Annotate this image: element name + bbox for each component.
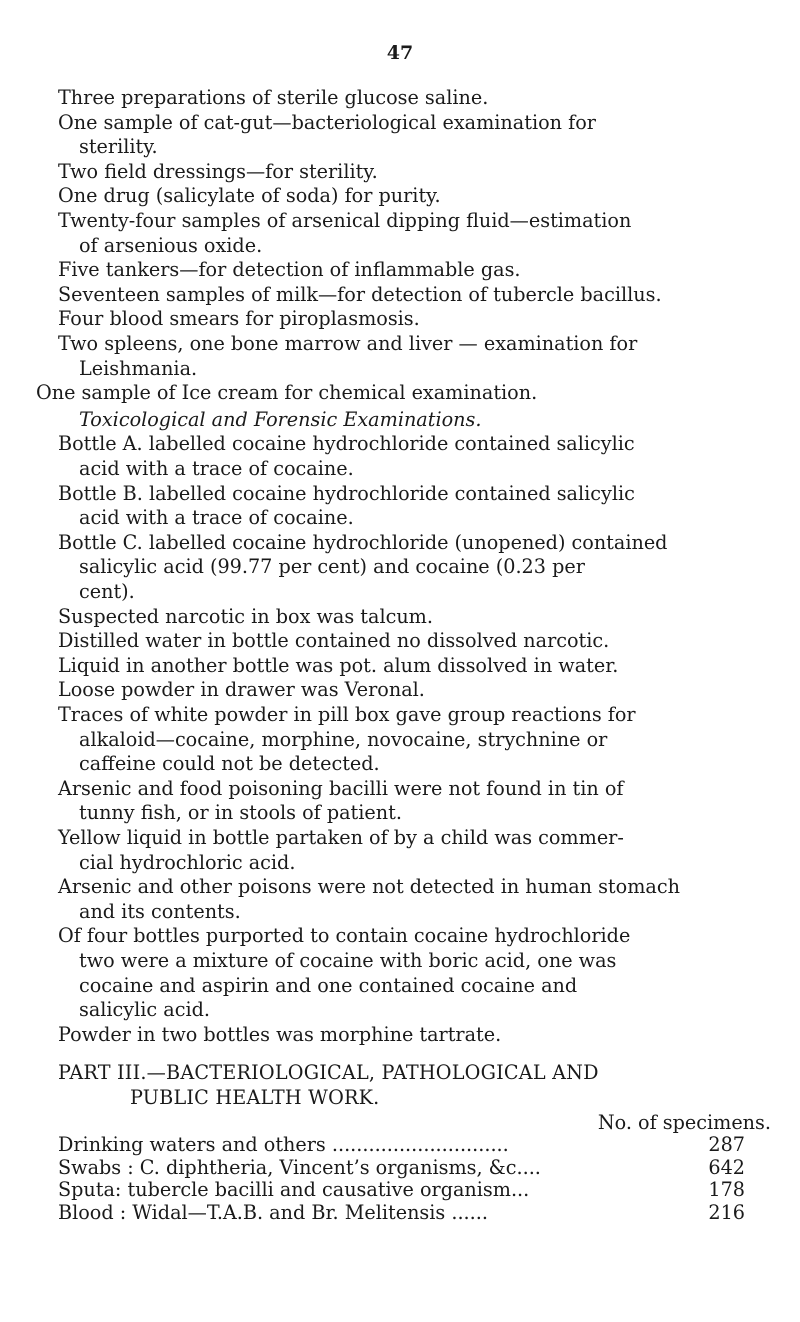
list-item-line: Bottle A. labelled cocaine hydrochloride contained salicylic [58,432,635,456]
list-item-line: One sample of Ice cream for chemical examination. [36,381,538,405]
part-heading: PUBLIC HEALTH WORK. [130,1086,380,1109]
part-heading: PART III.—BACTERIOLOGICAL, PATHOLOGICAL AND [58,1061,599,1085]
list-item-line: Bottle B. labelled cocaine hydrochloride contained salicylic [58,481,635,505]
list-item-line: cial hydrochloric acid. [79,850,296,874]
list-item-line: Twenty-four samples of arsenical dipping fluid—estimation [58,209,632,232]
list-item-line: Traces of white powder in pill box gave group reactions for [58,703,636,726]
table-row-value: 178 [708,1178,745,1202]
table-row-value: 287 [708,1133,745,1157]
list-item-line: acid with a trace of cocaine. [79,506,354,530]
list-item-line: Yellow liquid in bottle partaken of by a child was commer- [58,826,624,849]
list-item-line: tunny fish, or in stools of patient. [79,801,402,825]
list-item-line: One drug (salicylate of soda) for purity. [58,184,441,208]
section-heading: Toxicological and Forensic Examinations. [79,407,482,431]
list-item-line: alkaloid—cocaine, morphine, novocaine, strychnine or [79,727,608,751]
table-column-header: No. of specimens. [597,1110,771,1134]
list-item-line: Four blood smears for piroplasmosis. [58,307,420,331]
list-item-line: Arsenic and other poisons were not detected in human stomach [58,875,680,899]
list-item-line: salicylic acid (99.77 per cent) and cocaine (0.23 per [79,555,585,579]
table-row-value: 216 [708,1201,745,1224]
list-item-line: Suspected narcotic in box was talcum. [58,604,433,628]
list-item-line: Leishmania. [79,356,198,380]
list-item-line: Two spleens, one bone marrow and liver — examination for [58,332,638,355]
list-item-line: sterility. [79,135,158,159]
list-item-line: Loose powder in drawer was Veronal. [58,678,425,702]
table-row-label: Blood : Widal—T.A.B. and Br. Melitensis ...... [58,1201,488,1224]
list-item-line: and its contents. [79,899,241,923]
table-row-label: Drinking waters and others ............................. [58,1133,509,1157]
list-item-line: Seventeen samples of milk—for detection of tubercle bacillus. [58,282,662,306]
list-item-line: acid with a trace of cocaine. [79,457,354,480]
table-row-label: Sputa: tubercle bacilli and causative organism... [58,1178,530,1202]
table-row-value: 642 [708,1155,745,1179]
list-item-line: Bottle C. labelled cocaine hydrochloride (unopened) contained [58,530,668,554]
list-item-line: caffeine could not be detected. [79,752,380,776]
list-item-line: Liquid in another bottle was pot. alum dissolved in water. [58,653,619,677]
list-item-line: Powder in two bottles was morphine tartrate. [58,1022,502,1046]
page-number: 47 [386,42,414,64]
list-item-line: cent). [79,580,135,603]
list-item-line: Five tankers—for detection of inflammable gas. [58,258,521,282]
list-item-line: cocaine and aspirin and one contained cocaine and [79,973,578,997]
list-item-line: One sample of cat-gut—bacteriological examination for [58,110,596,134]
list-item-line: Two field dressings—for sterility. [58,159,378,183]
list-item-line: Of four bottles purported to contain cocaine hydrochloride [58,924,631,948]
list-item-line: Arsenic and food poisoning bacilli were not found in tin of [58,776,624,800]
list-item-line: two were a mixture of cocaine with boric acid, one was [79,949,617,972]
table-row-label: Swabs : C. diphtheria, Vincent’s organisms, &c.... [58,1155,541,1179]
list-item-line: salicylic acid. [79,998,210,1022]
list-item-line: Three preparations of sterile glucose saline. [58,86,489,109]
list-item-line: Distilled water in bottle contained no dissolved narcotic. [58,629,610,653]
list-item-line: of arsenious oxide. [79,233,263,257]
